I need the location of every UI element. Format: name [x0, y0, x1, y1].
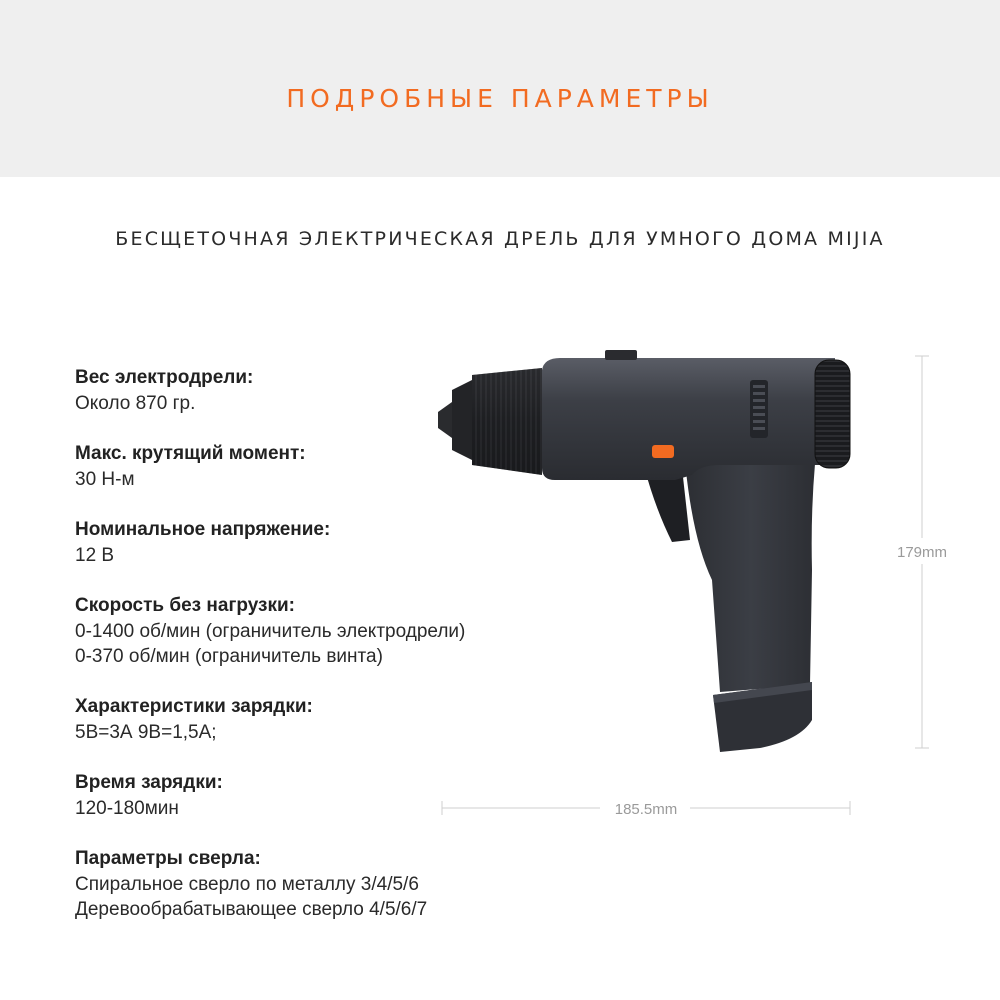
spec-value: 0-370 об/мин (ограничитель винта) [75, 646, 383, 667]
product-image [420, 340, 1000, 830]
section-title: ПОДРОБНЫЕ ПАРАМЕТРЫ [286, 84, 714, 113]
spec-value: 120-180мин [75, 798, 179, 819]
spec-label: Скорость без нагрузки: [75, 595, 295, 616]
spec-label: Характеристики зарядки: [75, 696, 313, 717]
spec-value: 30 Н-м [75, 469, 135, 490]
drill-body [542, 358, 835, 480]
spec-value: 5В=3А 9В=1,5А; [75, 722, 217, 743]
spec-label: Номинальное напряжение: [75, 519, 331, 540]
spec-label: Макс. крутящий момент: [75, 443, 306, 464]
spec-label: Вес электродрели: [75, 367, 254, 388]
spec-label: Время зарядки: [75, 772, 223, 793]
vent-icon [750, 380, 768, 438]
header-banner [0, 0, 1000, 177]
spec-drill-bits [75, 846, 635, 922]
spec-value: Спиральное сверло по металлу 3/4/5/6 [75, 874, 419, 895]
drill-bit-tip [438, 402, 452, 438]
spec-value: Около 870 гр. [75, 393, 196, 414]
product-title: БЕСЩЕТОЧНАЯ ЭЛЕКТРИЧЕСКАЯ ДРЕЛЬ ДЛЯ УМНОГО ДОМА MIJIA [115, 228, 885, 250]
length-dimension-label: 185.5mm [614, 801, 678, 818]
rear-cap [815, 360, 850, 468]
height-dimension-label: 179mm [896, 544, 948, 561]
spec-value: 0-1400 об/мин (ограничитель электродрели) [75, 621, 466, 642]
spec-label: Параметры сверла: [75, 848, 261, 869]
drill-illustration [420, 340, 1000, 830]
orange-button [652, 445, 674, 458]
direction-switch [605, 350, 637, 360]
spec-value: 12 В [75, 545, 115, 566]
spec-value: Деревообрабатывающее сверло 4/5/6/7 [75, 899, 428, 920]
